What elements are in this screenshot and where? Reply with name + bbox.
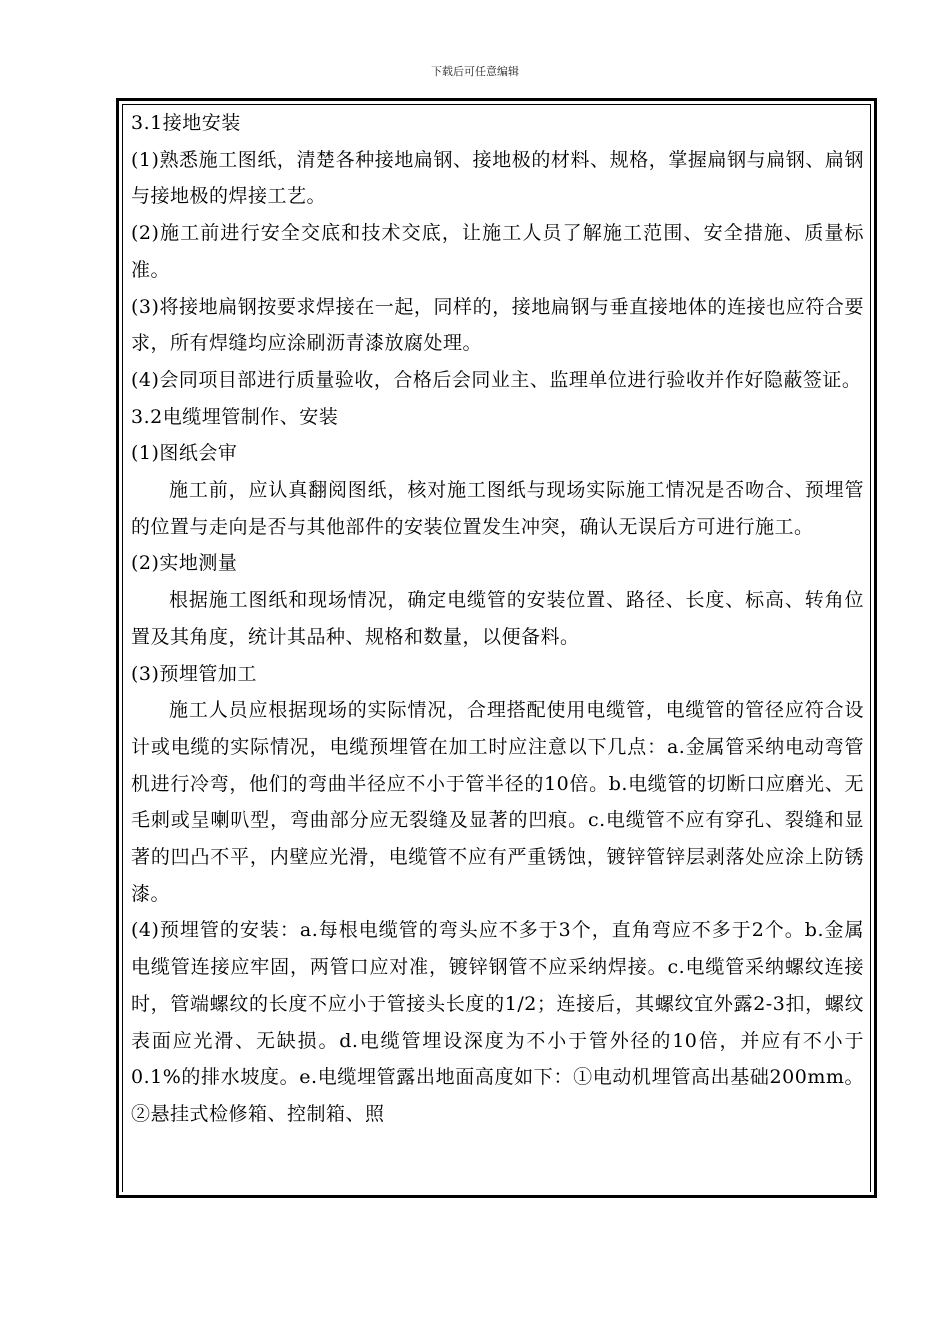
paragraph-site-survey: 根据施工图纸和现场情况，确定电缆管的安装位置、路径、长度、标高、转角位置及其角度，统计其品种、规格和数量，以便备料。 <box>131 589 864 648</box>
paragraph-pipe-processing: 施工人员应根据现场的实际情况，合理搭配使用电缆管，电缆管的管径应符合设计或电缆的实际情况，电缆预埋管在加工时应注意以下几点：a.金属管采纳电动弯管机进行冷弯，他们的弯曲半径应不小于管半径的10倍。b.电缆管的切断口应磨光、无毛刺或呈喇叭型，弯曲部分应无裂缝及显著的凹痕。c.电缆管不应有穿孔、裂缝和显著的凹凸不平，内壁应光滑，电缆管不应有严重锈蚀，镀锌管锌层剥落处应涂上防锈漆。 <box>131 699 864 905</box>
section-heading-3-2: 3.2电缆埋管制作、安装 <box>131 405 339 428</box>
paragraph-item-4: (4)会同项目部进行质量验收，合格后会同业主、监理单位进行验收并作好隐蔽签证。 <box>131 368 862 391</box>
subheading-drawing-review: (1)图纸会审 <box>131 442 238 465</box>
subheading-pipe-processing: (3)预埋管加工 <box>131 662 257 685</box>
paragraph-drawing-review: 施工前，应认真翻阅图纸，核对施工图纸与现场实际施工情况是否吻合、预埋管的位置与走向是否与其他部件的安装位置发生冲突，确认无误后方可进行施工。 <box>131 479 864 538</box>
paragraph-item-2: (2)施工前进行安全交底和技术交底，让施工人员了解施工范围、安全措施、质量标准。 <box>131 222 864 281</box>
page-header-note: 下载后可任意编辑 <box>431 65 519 78</box>
document-body <box>131 105 864 1133</box>
subheading-site-survey: (2)实地测量 <box>131 552 238 575</box>
paragraph-pipe-installation: (4)预埋管的安装：a.每根电缆管的弯头应不多于3个，直角弯应不多于2个。b.金属电缆管连接应牢固，两管口应对准，镀锌钢管不应采纳焊接。c.电缆管采纳螺纹连接时，管端螺纹的长度不应小于管接头长度的1/2；连接后，其螺纹宜外露2-3扣，螺纹表面应光滑、无缺损。d.电缆管埋设深度为不小于管外径的10倍，并应有不小于0.1%的排水坡度。e.电缆埋管露出地面高度如下：①电动机埋管高出基础200mm。②悬挂式检修箱、控制箱、照 <box>131 919 864 1125</box>
document-table-cell <box>116 98 877 1198</box>
section-heading-3-1: 3.1接地安装 <box>131 112 241 134</box>
paragraph-item-1: (1)熟悉施工图纸，清楚各种接地扁钢、接地极的材料、规格，掌握扁钢与扁钢、扁钢与接地极的焊接工艺。 <box>131 148 864 208</box>
paragraph-item-3: (3)将接地扁钢按要求焊接在一起，同样的，接地扁钢与垂直接地体的连接也应符合要求，所有焊缝均应涂刷沥青漆放腐处理。 <box>131 295 864 355</box>
